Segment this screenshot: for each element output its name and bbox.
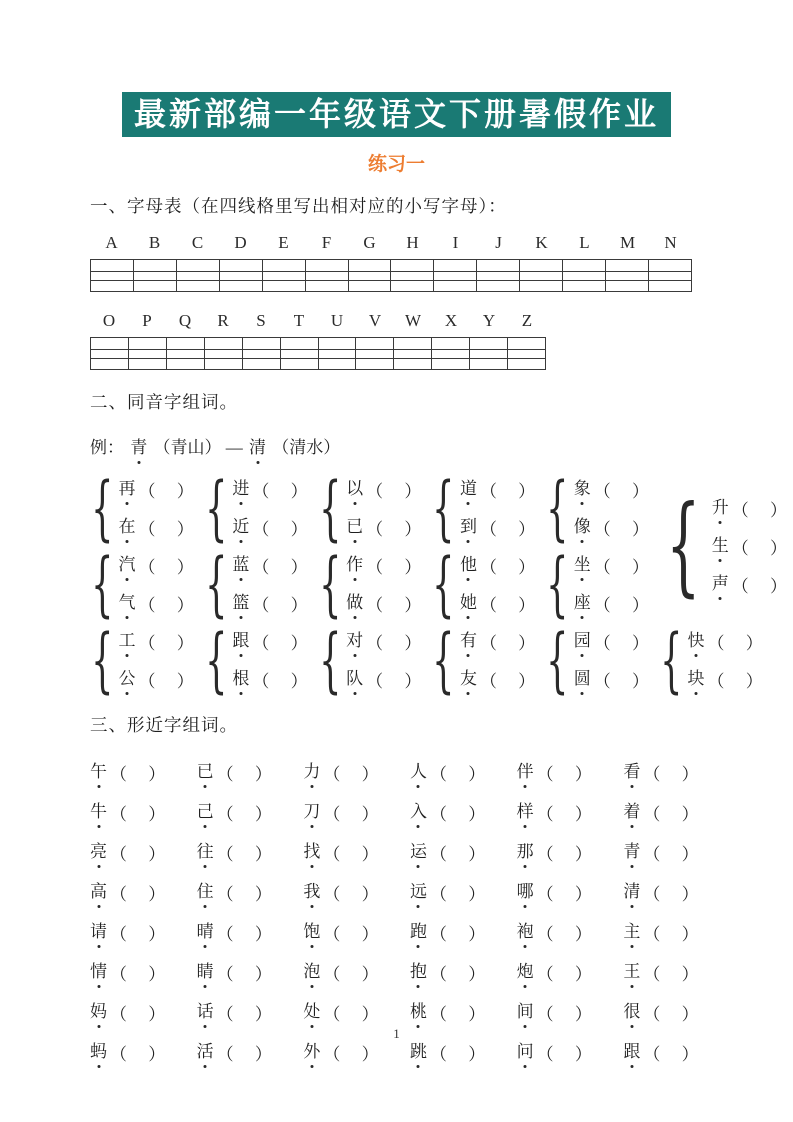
document-title: 最新部编一年级语文下册暑假作业 <box>122 92 671 137</box>
answer-parens: （ ） <box>479 557 536 577</box>
similar-char: 桃 <box>409 1002 427 1022</box>
grid-cell <box>91 338 129 369</box>
answer-parens: （ ） <box>138 595 194 615</box>
alphabet-letter: I <box>452 233 459 252</box>
similar-char: 蚂 <box>90 1042 107 1062</box>
homophone-group <box>194 622 308 698</box>
homophone-char: { 工 <box>118 631 136 651</box>
example-char: 青 <box>130 438 148 457</box>
homophone-group-triple <box>649 470 787 622</box>
homophone-group <box>535 470 649 546</box>
alphabet-letter: T <box>293 311 305 330</box>
answer-parens: （ ） <box>216 804 272 824</box>
similar-char: 王 <box>623 962 641 982</box>
answer-parens: （ ） <box>643 884 699 904</box>
similar-char: 样 <box>516 802 534 822</box>
answer-parens: （ ） <box>536 1004 592 1024</box>
answer-parens: （ ） <box>593 633 649 653</box>
answer-parens: （ ） <box>643 844 699 864</box>
similar-char: 入 <box>409 802 427 822</box>
homophone-char: 篮 <box>232 593 250 613</box>
similar-char-cell <box>410 912 517 952</box>
similar-char: 哪 <box>516 882 534 902</box>
similar-char: 外 <box>303 1042 321 1062</box>
grid-cell <box>220 260 263 291</box>
homophone-char: 队 <box>346 669 364 689</box>
homophone-group <box>80 546 194 622</box>
answer-parens: （ ） <box>138 519 194 539</box>
answer-parens: （ ） <box>216 884 272 904</box>
answer-parens: （ ） <box>252 595 308 615</box>
similar-char-cell <box>517 832 624 872</box>
homophone-char: { 快 <box>687 631 705 651</box>
alphabet-letter: K <box>535 233 548 252</box>
answer-parens: （ ） <box>429 764 486 784</box>
homophone-char: { 对 <box>346 631 364 651</box>
homophone-char: { 道 <box>459 479 477 499</box>
grid-cell <box>205 338 243 369</box>
four-line-writing-grid-1 <box>90 259 692 292</box>
similar-char: 清 <box>623 882 641 902</box>
similar-char-cell <box>303 872 410 912</box>
grid-cell <box>520 260 563 291</box>
similar-char-cell <box>623 872 730 912</box>
homophone-char: { 汽 <box>118 555 136 575</box>
answer-parens: （ ） <box>643 804 699 824</box>
similar-char: 饱 <box>303 922 321 942</box>
grid-cell <box>263 260 306 291</box>
similar-char-cell <box>410 752 517 792</box>
similar-char-cell <box>410 872 517 912</box>
similar-char-cell <box>303 792 410 832</box>
similar-chars-grid <box>90 752 730 1072</box>
answer-parens: （ ） <box>643 1004 699 1024</box>
alphabet-letter: H <box>406 233 419 252</box>
homophone-char: 做 <box>346 593 364 613</box>
homophone-char: { 以 <box>346 479 364 499</box>
answer-parens: （ ） <box>643 924 699 944</box>
similar-char-cell <box>410 952 517 992</box>
homophone-group <box>194 546 308 622</box>
homophone-char: 在 <box>118 517 136 537</box>
similar-char: 那 <box>516 842 534 862</box>
answer-parens: （ ） <box>110 764 166 784</box>
answer-parens: （ ） <box>479 519 536 539</box>
answer-parens: （ ） <box>110 1004 166 1024</box>
similar-char: 刀 <box>303 802 321 822</box>
grid-cell <box>391 260 434 291</box>
homophone-group <box>80 470 194 546</box>
homophone-group <box>308 546 422 622</box>
similar-char-cell <box>90 792 197 832</box>
answer-parens: （ ） <box>110 1044 166 1064</box>
grid-cell <box>319 338 357 369</box>
answer-parens: （ ） <box>366 481 422 501</box>
answer-parens: （ ） <box>110 844 166 864</box>
grid-cell <box>177 260 220 291</box>
grid-cell <box>134 260 177 291</box>
answer-parens: （ ） <box>366 557 422 577</box>
grid-cell <box>477 260 520 291</box>
alphabet-letter: N <box>664 233 677 252</box>
answer-parens: （ ） <box>536 844 592 864</box>
homophone-char: { 跟 <box>232 631 250 651</box>
similar-char-cell <box>623 752 730 792</box>
answer-parens: （ ） <box>479 595 536 615</box>
similar-char: 跟 <box>623 1042 641 1062</box>
similar-char: 问 <box>516 1042 534 1062</box>
similar-char: 己 <box>196 802 214 822</box>
alphabet-row-uppercase-1 <box>90 233 692 253</box>
alphabet-letter: O <box>102 311 116 330</box>
homophone-char: 生 <box>711 536 729 556</box>
example-word: （青山） <box>153 438 222 457</box>
answer-parens: （ ） <box>593 595 649 615</box>
answer-parens: （ ） <box>479 671 536 691</box>
similar-char-cell <box>197 912 304 952</box>
answer-parens: （ ） <box>323 964 379 984</box>
alphabet-letter: A <box>105 233 118 252</box>
answer-parens: （ ） <box>252 481 308 501</box>
similar-char-cell <box>517 952 624 992</box>
similar-char-cell <box>623 912 730 952</box>
grid-cell <box>243 338 281 369</box>
homophone-char: 已 <box>346 517 364 537</box>
similar-char-cell <box>623 832 730 872</box>
grid-cell <box>432 338 470 369</box>
similar-char-cell <box>517 752 624 792</box>
answer-parens: （ ） <box>366 633 422 653</box>
example-char: 清 <box>249 438 266 457</box>
similar-char-cell <box>303 752 410 792</box>
answer-parens: （ ） <box>252 671 308 691</box>
homophone-char: { 升 <box>711 498 729 518</box>
similar-char: 妈 <box>90 1002 107 1022</box>
answer-parens: （ ） <box>429 844 486 864</box>
homophone-char: 气 <box>118 593 136 613</box>
homophone-char: { 进 <box>232 479 250 499</box>
answer-parens: （ ） <box>216 924 272 944</box>
homophone-char: { 作 <box>346 555 364 575</box>
alphabet-letter: X <box>444 311 458 330</box>
similar-char: 高 <box>90 882 107 902</box>
answer-parens: （ ） <box>429 964 486 984</box>
worksheet-content <box>0 193 793 1072</box>
similar-char-cell <box>623 952 730 992</box>
homophone-group <box>421 470 535 546</box>
answer-parens: （ ） <box>323 764 379 784</box>
similar-char-cell <box>623 792 730 832</box>
similar-char: 袍 <box>516 922 534 942</box>
similar-char-cell <box>90 832 197 872</box>
answer-parens: （ ） <box>479 633 536 653</box>
grid-cell <box>470 338 508 369</box>
alphabet-letter: V <box>368 311 382 330</box>
answer-parens: （ ） <box>731 500 787 520</box>
grid-cell <box>281 338 319 369</box>
answer-parens: （ ） <box>429 884 486 904</box>
alphabet-letter: F <box>321 233 332 252</box>
alphabet-letter: Z <box>521 311 533 330</box>
grid-cell <box>306 260 349 291</box>
document-title-row <box>0 0 793 137</box>
alphabet-letter: Q <box>178 311 192 330</box>
homophone-char: 公 <box>118 669 136 689</box>
answer-parens: （ ） <box>536 964 592 984</box>
similar-char: 请 <box>90 922 107 942</box>
answer-parens: （ ） <box>216 764 272 784</box>
homophone-group <box>649 622 787 698</box>
similar-char: 力 <box>303 762 321 782</box>
similar-char-cell <box>303 912 410 952</box>
homophone-group <box>308 622 422 698</box>
similar-char: 亮 <box>90 842 107 862</box>
homophone-group <box>421 546 535 622</box>
homophone-char: { 再 <box>118 479 136 499</box>
similar-char: 主 <box>623 922 641 942</box>
answer-parens: （ ） <box>593 671 649 691</box>
similar-char-cell <box>90 952 197 992</box>
answer-parens: （ ） <box>252 557 308 577</box>
homophone-group <box>535 546 649 622</box>
similar-char: 着 <box>623 802 641 822</box>
similar-char: 泡 <box>303 962 321 982</box>
alphabet-row-uppercase-2 <box>90 311 546 331</box>
answer-parens: （ ） <box>536 924 592 944</box>
answer-parens: （ ） <box>323 924 379 944</box>
answer-parens: （ ） <box>731 538 787 558</box>
answer-parens: （ ） <box>323 804 379 824</box>
similar-char: 找 <box>303 842 321 862</box>
similar-char: 青 <box>623 842 641 862</box>
homophone-char: 近 <box>232 517 250 537</box>
alphabet-letter: C <box>191 233 204 252</box>
similar-char-cell <box>197 752 304 792</box>
grid-cell <box>563 260 606 291</box>
answer-parens: （ ） <box>643 1044 699 1064</box>
homophone-char: { 坐 <box>573 555 591 575</box>
similar-char: 间 <box>516 1002 534 1022</box>
answer-parens: （ ） <box>252 633 308 653</box>
alphabet-letter: U <box>330 311 344 330</box>
answer-parens: （ ） <box>323 844 379 864</box>
answer-parens: （ ） <box>536 1044 592 1064</box>
similar-char: 已 <box>196 762 214 782</box>
answer-parens: （ ） <box>731 576 787 596</box>
answer-parens: （ ） <box>110 884 166 904</box>
homophone-char: { 有 <box>459 631 477 651</box>
similar-char: 人 <box>409 762 427 782</box>
homophone-char: 到 <box>459 517 477 537</box>
example-dash: — <box>225 438 243 457</box>
answer-parens: （ ） <box>429 924 486 944</box>
similar-char: 跳 <box>409 1042 427 1062</box>
alphabet-letter: B <box>148 233 161 252</box>
homophone-groups <box>80 470 787 698</box>
similar-char-cell <box>410 832 517 872</box>
similar-char: 我 <box>303 882 321 902</box>
page-number: 1 <box>393 1026 400 1041</box>
answer-parens: （ ） <box>323 884 379 904</box>
similar-char-cell <box>303 832 410 872</box>
example-prefix: 例： <box>90 438 124 457</box>
similar-char-cell <box>303 952 410 992</box>
alphabet-letter: M <box>619 233 636 252</box>
section2-heading: 二、同音字组词。 <box>90 392 238 412</box>
grid-cell <box>129 338 167 369</box>
similar-char-cell <box>90 912 197 952</box>
answer-parens: （ ） <box>323 1004 379 1024</box>
similar-char-cell <box>517 792 624 832</box>
answer-parens: （ ） <box>429 1004 486 1024</box>
alphabet-letter: Y <box>482 311 496 330</box>
homophone-group <box>421 622 535 698</box>
similar-char: 睛 <box>196 962 214 982</box>
answer-parens: （ ） <box>216 1004 272 1024</box>
answer-parens: （ ） <box>366 595 422 615</box>
similar-char-cell <box>410 792 517 832</box>
answer-parens: （ ） <box>536 804 592 824</box>
similar-char: 远 <box>409 882 427 902</box>
alphabet-letter: L <box>579 233 590 252</box>
homophone-group <box>194 470 308 546</box>
answer-parens: （ ） <box>216 844 272 864</box>
similar-char: 处 <box>303 1002 321 1022</box>
similar-char: 很 <box>623 1002 641 1022</box>
answer-parens: （ ） <box>110 924 166 944</box>
similar-char: 往 <box>196 842 214 862</box>
alphabet-letter: E <box>278 233 289 252</box>
section1-heading: 一、字母表（在四线格里写出相对应的小写字母）： <box>90 196 507 216</box>
example-line <box>90 433 733 458</box>
homophone-char: 友 <box>459 669 477 689</box>
four-line-writing-grid-2 <box>90 337 546 370</box>
answer-parens: （ ） <box>138 557 194 577</box>
homophone-char: { 象 <box>573 479 591 499</box>
similar-char: 晴 <box>196 922 214 942</box>
similar-char: 抱 <box>409 962 427 982</box>
similar-char-cell <box>197 792 304 832</box>
answer-parens: （ ） <box>643 964 699 984</box>
answer-parens: （ ） <box>707 671 763 691</box>
homophone-group <box>308 470 422 546</box>
alphabet-letter: S <box>256 311 266 330</box>
grid-cell <box>349 260 392 291</box>
grid-cell <box>434 260 477 291</box>
similar-char: 看 <box>623 762 641 782</box>
answer-parens: （ ） <box>216 1044 272 1064</box>
alphabet-letter: W <box>404 311 422 330</box>
example-word: （清水） <box>272 438 341 457</box>
answer-parens: （ ） <box>707 633 763 653</box>
alphabet-letter: P <box>142 311 152 330</box>
homophone-group <box>80 622 194 698</box>
similar-char: 伴 <box>516 762 534 782</box>
similar-char-cell <box>90 752 197 792</box>
homophone-char: 座 <box>573 593 591 613</box>
answer-parens: （ ） <box>593 481 649 501</box>
alphabet-letter: R <box>217 311 229 330</box>
homophone-char: 圆 <box>573 669 591 689</box>
homophone-char: 声 <box>711 574 729 594</box>
answer-parens: （ ） <box>138 633 194 653</box>
similar-char: 住 <box>196 882 214 902</box>
homophone-char: 她 <box>459 593 477 613</box>
answer-parens: （ ） <box>323 1044 379 1064</box>
answer-parens: （ ） <box>110 964 166 984</box>
similar-char: 午 <box>90 762 107 782</box>
answer-parens: （ ） <box>366 671 422 691</box>
homophone-char: { 他 <box>459 555 477 575</box>
homophone-char: { 蓝 <box>232 555 250 575</box>
similar-char-cell <box>197 872 304 912</box>
grid-cell <box>167 338 205 369</box>
section3-heading: 三、形近字组词。 <box>90 715 238 735</box>
answer-parens: （ ） <box>138 481 194 501</box>
similar-char-cell <box>517 912 624 952</box>
alphabet-letter: D <box>234 233 247 252</box>
answer-parens: （ ） <box>366 519 422 539</box>
alphabet-letter: G <box>363 233 376 252</box>
answer-parens: （ ） <box>110 804 166 824</box>
answer-parens: （ ） <box>429 804 486 824</box>
answer-parens: （ ） <box>536 884 592 904</box>
alphabet-letter: J <box>495 233 502 252</box>
homophone-char: { 园 <box>573 631 591 651</box>
similar-char: 活 <box>196 1042 214 1062</box>
similar-char-cell <box>517 872 624 912</box>
similar-char-cell <box>197 952 304 992</box>
answer-parens: （ ） <box>429 1044 486 1064</box>
similar-char: 牛 <box>90 802 107 822</box>
answer-parens: （ ） <box>216 964 272 984</box>
homophone-char: 像 <box>573 517 591 537</box>
similar-char-cell <box>197 832 304 872</box>
grid-cell <box>649 260 691 291</box>
answer-parens: （ ） <box>593 519 649 539</box>
answer-parens: （ ） <box>536 764 592 784</box>
answer-parens: （ ） <box>138 671 194 691</box>
similar-char: 跑 <box>409 922 427 942</box>
grid-cell <box>91 260 134 291</box>
answer-parens: （ ） <box>593 557 649 577</box>
exercise-subtitle: 练习一 <box>367 154 425 175</box>
grid-cell <box>508 338 545 369</box>
homophone-char: 块 <box>687 669 705 689</box>
grid-cell <box>356 338 394 369</box>
similar-char-cell <box>90 872 197 912</box>
similar-char: 情 <box>90 962 107 982</box>
similar-char: 话 <box>196 1002 214 1022</box>
similar-char: 炮 <box>516 962 534 982</box>
homophone-char: 根 <box>232 669 250 689</box>
homophone-group <box>535 622 649 698</box>
similar-char: 运 <box>409 842 427 862</box>
answer-parens: （ ） <box>479 481 536 501</box>
grid-cell <box>606 260 649 291</box>
grid-cell <box>394 338 432 369</box>
answer-parens: （ ） <box>643 764 699 784</box>
answer-parens: （ ） <box>252 519 308 539</box>
